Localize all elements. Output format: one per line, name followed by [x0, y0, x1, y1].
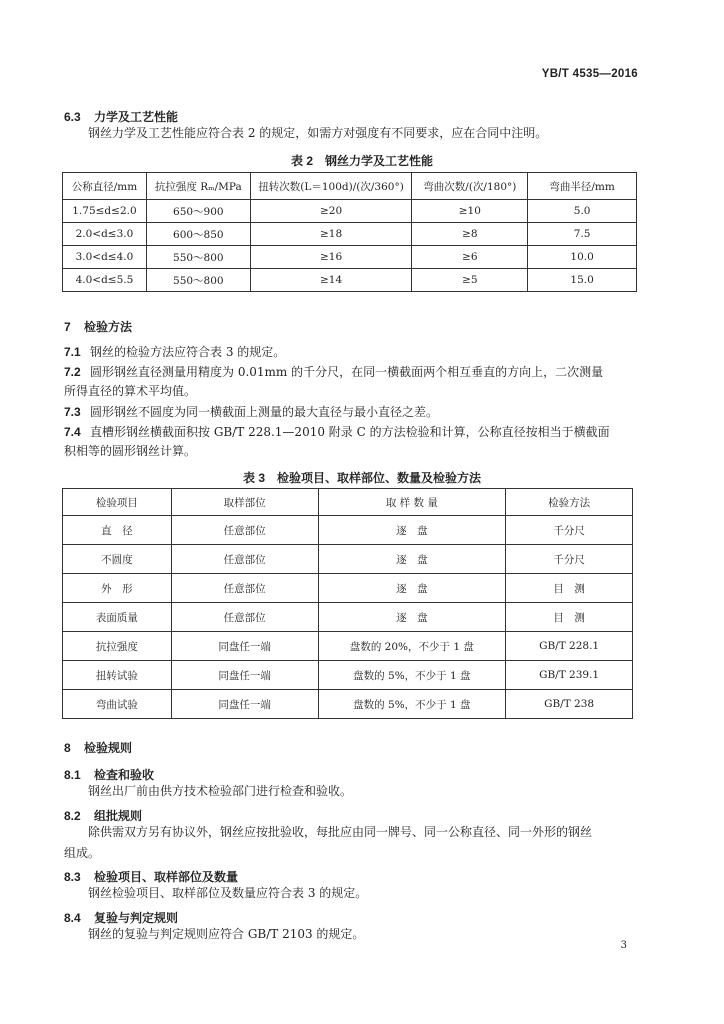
table-row [63, 545, 633, 574]
table-cell: 千分尺 [506, 516, 633, 545]
section-8-heading [64, 739, 132, 756]
table-cell: 任意部位 [171, 574, 318, 603]
table-cell: 盘数的 5%，不少于 1 盘 [318, 661, 506, 690]
table-row [63, 690, 633, 719]
table-cell: 15.0 [528, 269, 637, 292]
section-number: 8.1 [64, 768, 81, 782]
clause-7-3 [64, 402, 438, 422]
table-header-row [63, 489, 633, 516]
table-row [63, 632, 633, 661]
table-row [63, 516, 633, 545]
clause-text: 钢丝的检验方法应符合表 3 的规定。 [90, 345, 286, 359]
table-cell: 盘数的 20%，不少于 1 盘 [318, 632, 506, 661]
table-cell: 逐 盘 [318, 603, 506, 632]
table-cell: ≥10 [412, 200, 528, 223]
header-cell: 弯曲半径/mm [528, 173, 637, 200]
clause-7-2-continued: 所得直径的算术平均值。 [64, 384, 197, 398]
table-cell: ≥6 [412, 246, 528, 269]
table-cell: 550～800 [146, 269, 250, 292]
clause-text: 圆形钢丝不圆度为同一横截面上测量的最大直径与最小直径之差。 [90, 405, 439, 419]
table-cell: 扭转试验 [63, 661, 172, 690]
page-number: 3 [620, 940, 627, 951]
header-cell: 抗拉强度 Rₘ/MPa [146, 173, 250, 200]
section-number: 8.3 [64, 870, 81, 884]
table-cell: 550～800 [146, 246, 250, 269]
standard-number: YB/T 4535—2016 [541, 68, 638, 80]
section-number: 8 [64, 741, 71, 755]
table-cell: 弯曲试验 [63, 690, 172, 719]
table-cell: 4.0<d≤5.5 [63, 269, 147, 292]
section-8-2-text-continued: 组成。 [64, 846, 101, 860]
table-cell: 逐 盘 [318, 545, 506, 574]
clause-7-4 [64, 422, 610, 442]
table-cell: 抗拉强度 [63, 632, 172, 661]
section-number: 7 [64, 320, 71, 334]
section-title: 复验与判定规则 [94, 911, 179, 925]
clause-number: 7.2 [64, 365, 81, 379]
clause-number: 7.4 [64, 425, 81, 439]
header-cell: 公称直径/mm [63, 173, 147, 200]
table-header-row [63, 173, 637, 200]
table-row [63, 223, 637, 246]
table-row [63, 246, 637, 269]
table-cell: 任意部位 [171, 603, 318, 632]
table-cell: 5.0 [528, 200, 637, 223]
table-row [63, 574, 633, 603]
section-title: 检查和验收 [94, 768, 155, 782]
header-cell: 取 样 数 量 [318, 489, 506, 516]
table-cell: 7.5 [528, 223, 637, 246]
header-cell: 弯曲次数/(次/180°) [412, 173, 528, 200]
table-cell: ≥16 [250, 246, 412, 269]
table-cell: 不圆度 [63, 545, 172, 574]
section-8-4-text: 钢丝的复验与判定规则应符合 GB/T 2103 的规定。 [88, 927, 365, 941]
header-cell: 扭转次数(L＝100d)/(次/360°) [250, 173, 412, 200]
section-8-2-text: 除供需双方另有协议外，钢丝应按批验收，每批应由同一牌号、同一公称直径、同一外形的钢丝 [88, 825, 593, 839]
section-6-3-text: 钢丝力学及工艺性能应符合表 2 的规定，如需方对强度有不同要求，应在合同中注明。 [88, 126, 548, 140]
table-cell: GB/T 228.1 [506, 632, 633, 661]
header-cell: 检验方法 [506, 489, 633, 516]
table-cell: 650～900 [146, 200, 250, 223]
table-row [63, 200, 637, 223]
table-cell: 目 测 [506, 574, 633, 603]
table-cell: 任意部位 [171, 516, 318, 545]
table-cell: 同盘任一端 [171, 661, 318, 690]
clause-7-4-continued: 积相等的圆形钢丝计算。 [64, 444, 197, 458]
section-title: 检验规则 [84, 741, 133, 755]
table-cell: 同盘任一端 [171, 632, 318, 661]
clause-7-2 [64, 362, 603, 382]
clause-number: 7.3 [64, 405, 81, 419]
table-cell: 目 测 [506, 603, 633, 632]
table-3-caption: 表 3 检验项目、取样部位、数量及检验方法 [242, 471, 481, 485]
table-cell: ≥8 [412, 223, 528, 246]
table-cell: 10.0 [528, 246, 637, 269]
section-title: 检验项目、取样部位及数量 [94, 870, 239, 884]
clause-text: 直槽形钢丝横截面积按 GB/T 228.1—2010 附录 C 的方法检验和计算，公称直径按相当于横截面 [90, 425, 610, 439]
table-cell: 直 径 [63, 516, 172, 545]
table-3 [62, 488, 633, 719]
table-cell: 千分尺 [506, 545, 633, 574]
section-title: 检验方法 [84, 320, 133, 334]
table-cell: 2.0<d≤3.0 [63, 223, 147, 246]
table-cell: 3.0<d≤4.0 [63, 246, 147, 269]
clause-7-1 [64, 342, 285, 362]
table-row [63, 603, 633, 632]
table-cell: ≥5 [412, 269, 528, 292]
table-2-caption: 表 2 钢丝力学及工艺性能 [290, 154, 433, 168]
header-cell: 取样部位 [171, 489, 318, 516]
table-cell: 同盘任一端 [171, 690, 318, 719]
table-cell: 盘数的 5%，不少于 1 盘 [318, 690, 506, 719]
table-row [63, 269, 637, 292]
table-cell: 逐 盘 [318, 574, 506, 603]
table-cell: 任意部位 [171, 545, 318, 574]
table-cell: 600～850 [146, 223, 250, 246]
clause-text: 圆形钢丝直径测量用精度为 0.01mm 的千分尺，在同一横截面两个相互垂直的方向上，二次测量 [90, 365, 604, 379]
table-2 [62, 172, 637, 292]
section-number: 6.3 [64, 110, 81, 124]
section-number: 8.2 [64, 809, 81, 823]
table-cell: GB/T 239.1 [506, 661, 633, 690]
table-cell: 逐 盘 [318, 516, 506, 545]
section-7-heading [64, 318, 132, 335]
section-title: 力学及工艺性能 [94, 110, 179, 124]
table-row [63, 661, 633, 690]
table-cell: ≥18 [250, 223, 412, 246]
table-cell: GB/T 238 [506, 690, 633, 719]
table-cell: 1.75≤d≤2.0 [63, 200, 147, 223]
table-cell: ≥20 [250, 200, 412, 223]
section-8-3-text: 钢丝检验项目、取样部位及数量应符合表 3 的规定。 [88, 886, 368, 900]
section-title: 组批规则 [94, 809, 143, 823]
section-number: 8.4 [64, 911, 81, 925]
header-cell: 检验项目 [63, 489, 172, 516]
table-cell: 表面质量 [63, 603, 172, 632]
table-cell: 外 形 [63, 574, 172, 603]
table-cell: ≥14 [250, 269, 412, 292]
clause-number: 7.1 [64, 345, 81, 359]
section-8-1-text: 钢丝出厂前由供方技术检验部门进行检查和验收。 [88, 784, 353, 798]
